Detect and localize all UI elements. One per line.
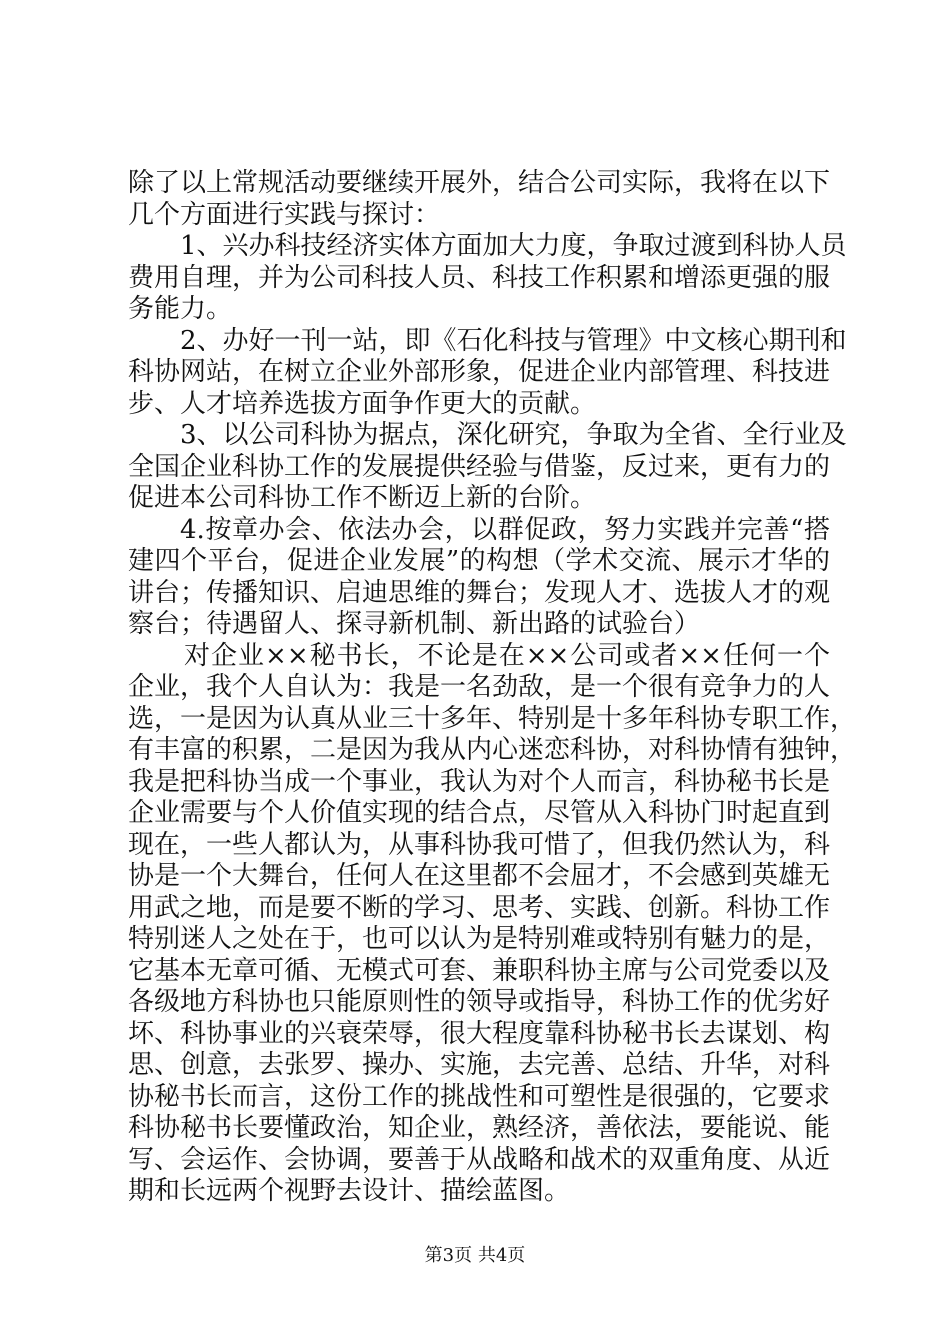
text-line: 科协秘书长要懂政治，知企业，熟经济，善依法，要能说、能 — [128, 1113, 831, 1143]
list-item-2-line: 2、办好一刊一站，即《石化科技与管理》中文核心期刊和 — [180, 325, 847, 356]
text-line: 建四个平台，促进企业发展”的构想（学术交流、展示才华的 — [128, 546, 830, 576]
text-line: 协是一个大舞台，任何人在这里都不会屈才，不会感到英雄无 — [128, 861, 831, 891]
text-line: 企业需要与个人价值实现的结合点，尽管从入科协门时起直到 — [128, 798, 831, 828]
text-line: 特别迷人之处在于，也可以认为是特别难或特别有魅力的是， — [128, 924, 831, 954]
text-line: 现在，一些人都认为，从事科协我可惜了，但我仍然认为，科 — [128, 829, 831, 860]
list-item-1-line: 1、兴办科技经济实体方面加大力度，争取过渡到科协人员 — [180, 231, 847, 261]
text-line: 费用自理，并为公司科技人员、科技工作积累和增添更强的服 — [128, 262, 831, 293]
text-line: 全国企业科协工作的发展提供经验与借鉴，反过来，更有力的 — [128, 451, 831, 482]
paragraph-start-line: 对企业××秘书长，不论是在××公司或者××任何一个 — [184, 640, 830, 671]
text-line: 用武之地，而是要不断的学习、思考、实践、创新。科协工作 — [128, 892, 831, 923]
text-line: 写、会运作、会协调，要善于从战略和战术的双重角度、从近 — [128, 1144, 831, 1175]
text-line: 察台；待遇留人、探寻新机制、新出路的试验台） — [128, 609, 701, 639]
page-number-footer: 第3页 共4页 — [424, 1245, 526, 1266]
text-line: 选，一是因为认真从业三十多年、特别是十多年科协专职工作， — [128, 703, 857, 734]
text-line: 协秘书长而言，这份工作的挑战性和可塑性是很强的，它要求 — [128, 1081, 831, 1112]
text-line: 步、人才培养选拔方面争作更大的贡献。 — [128, 388, 597, 419]
text-line: 促进本公司科协工作不断迈上新的台阶。 — [128, 483, 597, 513]
text-line: 我是把科协当成一个事业，我认为对个人而言，科协秘书长是 — [128, 766, 831, 797]
text-line: 企业，我个人自认为：我是一名劲敌，是一个很有竞争力的人 — [128, 672, 831, 702]
text-line: 它基本无章可循、无模式可套、兼职科协主席与公司党委以及 — [128, 955, 831, 986]
text-line: 坏、科协事业的兴衰荣辱，很大程度靠科协秘书长去谋划、构 — [128, 1018, 831, 1049]
text-line: 务能力。 — [128, 294, 233, 324]
text-line: 除了以上常规活动要继续开展外，结合公司实际，我将在以下 — [128, 168, 831, 198]
text-line: 有丰富的积累，二是因为我从内心迷恋科协，对科协情有独钟， — [128, 735, 857, 765]
list-item-3-line: 3、以公司科协为据点，深化研究，争取为全省、全行业及 — [180, 420, 847, 450]
text-line: 讲台；传播知识、启迪思维的舞台；发现人才、选拔人才的观 — [128, 577, 831, 608]
text-line: 各级地方科协也只能原则性的领导或指导，科协工作的优劣好 — [128, 987, 831, 1017]
text-line: 期和长远两个视野去设计、描绘蓝图。 — [128, 1176, 571, 1206]
document-body — [128, 168, 857, 1208]
text-line: 几个方面进行实践与探讨： — [128, 199, 441, 230]
text-line: 科协网站，在树立企业外部形象，促进企业内部管理、科技进 — [128, 357, 831, 387]
list-item-4-line: 4.按章办会、依法办会，以群促政，努力实践并完善“搭 — [180, 514, 830, 545]
text-line: 思、创意，去张罗、操办、实施，去完善、总结、升华，对科 — [128, 1050, 831, 1080]
